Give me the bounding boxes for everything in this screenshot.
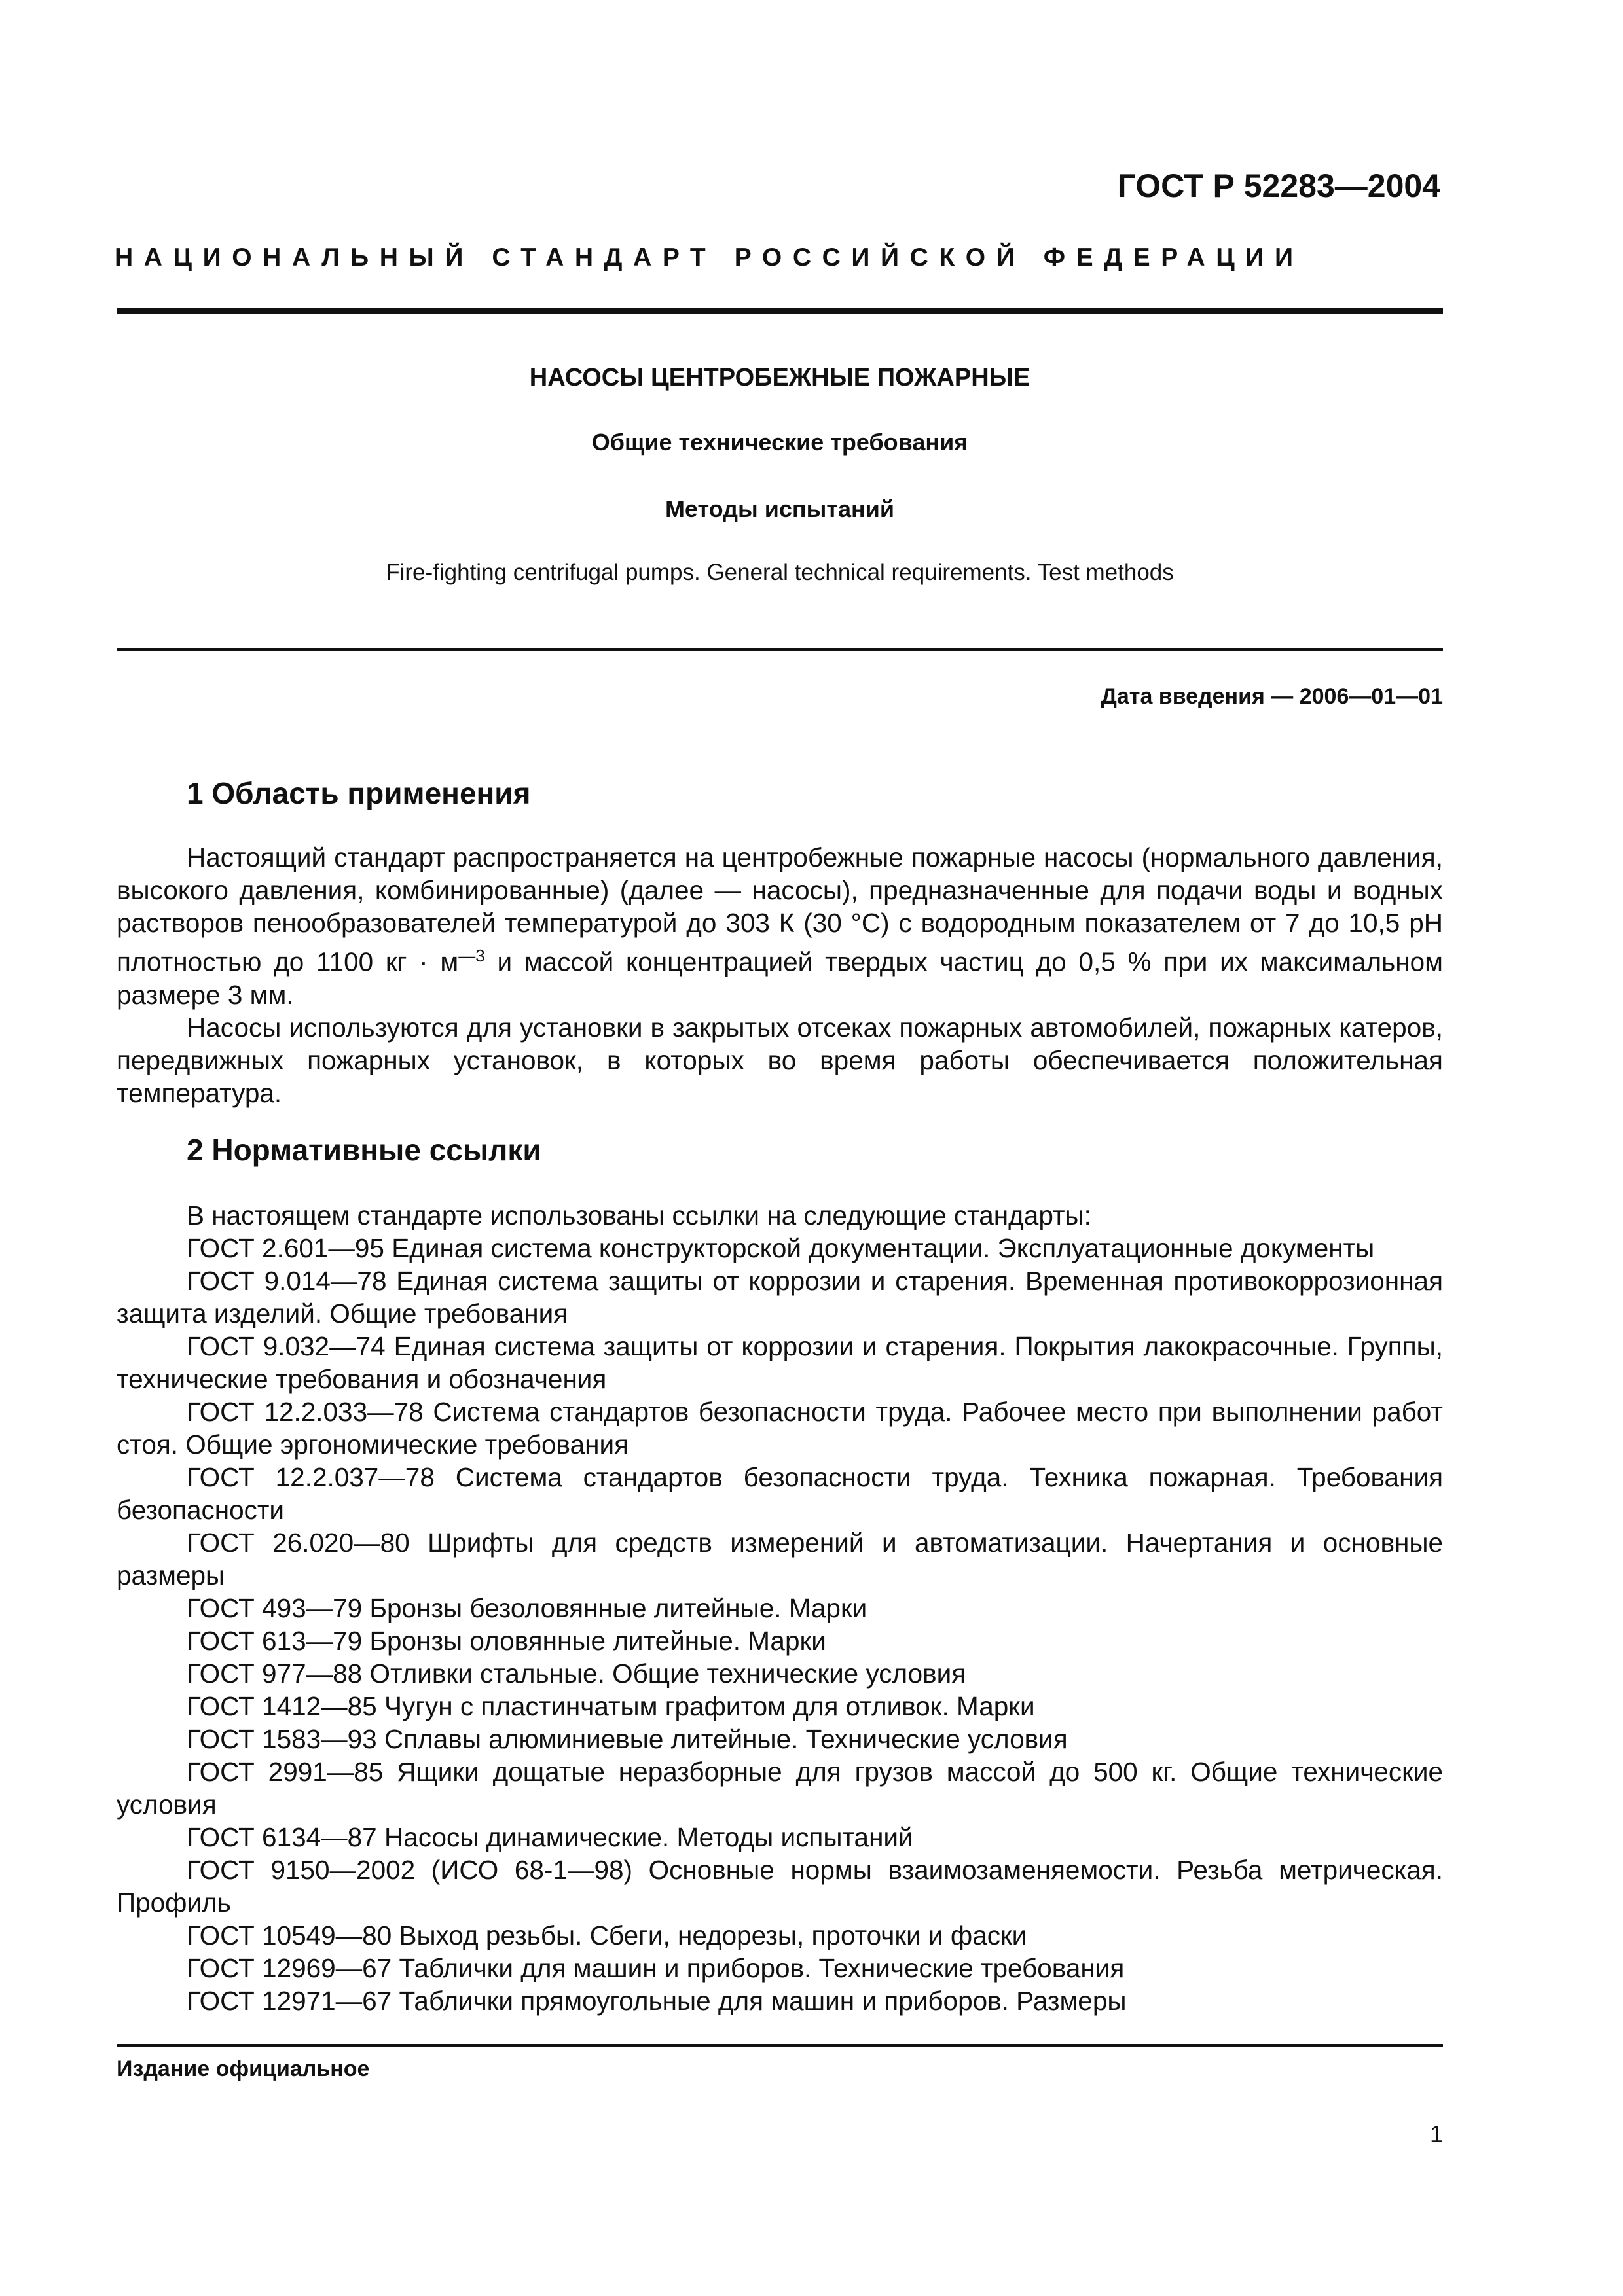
normative-references-list — [117, 1232, 1443, 2017]
reference-item — [117, 1657, 1443, 1690]
section-1-heading: 1 Область применения — [187, 776, 531, 810]
reference-code: ГОСТ 12969—67 — [187, 1953, 392, 1983]
reference-item — [117, 1232, 1443, 1265]
section-2-heading: 2 Нормативные ссылки — [187, 1133, 541, 1167]
reference-code: ГОСТ 12.2.033—78 — [187, 1397, 424, 1427]
reference-item — [117, 1854, 1443, 1919]
reference-item — [117, 1592, 1443, 1624]
reference-item — [117, 1952, 1443, 1984]
reference-item — [117, 1624, 1443, 1657]
reference-title: Насосы динамические. Методы испытаний — [384, 1822, 913, 1852]
reference-title: Чугун с пластинчатым графитом для отливок. Марки — [384, 1691, 1035, 1721]
reference-code: ГОСТ 12971—67 — [187, 1986, 392, 2016]
reference-code: ГОСТ 9.032—74 — [187, 1331, 386, 1361]
document-subtitle-requirements: Общие технические требования — [591, 429, 968, 456]
reference-title: Таблички прямоугольные для машин и приборов. Размеры — [399, 1986, 1127, 2016]
reference-code: ГОСТ 1583—93 — [187, 1724, 377, 1754]
document-subtitle-methods: Методы испытаний — [665, 495, 895, 522]
reference-title: Бронзы безоловянные литейные. Марки — [369, 1593, 867, 1623]
national-standard-banner: НАЦИОНАЛЬНЫЙ СТАНДАРТ РОССИЙСКОЙ ФЕДЕРАЦИИ — [115, 243, 1304, 272]
footer-divider — [117, 2044, 1443, 2047]
reference-code: ГОСТ 10549—80 — [187, 1920, 392, 1950]
reference-code: ГОСТ 9.014—78 — [187, 1266, 387, 1296]
section-1-body — [117, 841, 1443, 1109]
reference-title: Система стандартов безопасности труда. Рабочее место при выполнении работ стоя. Общие эргономические требования — [117, 1397, 1443, 1460]
reference-code: ГОСТ 9150—2002 (ИСО 68-1—98) — [187, 1855, 632, 1885]
reference-item — [117, 1690, 1443, 1723]
reference-title: Шрифты для средств измерений и автоматизации. Начертания и основные размеры — [117, 1528, 1443, 1590]
reference-item — [117, 1461, 1443, 1526]
reference-code: ГОСТ 2.601—95 — [187, 1233, 384, 1263]
reference-title: Выход резьбы. Сбеги, недорезы, проточки и фаски — [399, 1920, 1027, 1950]
reference-title: Бронзы оловянные литейные. Марки — [369, 1626, 826, 1656]
reference-title: Ящики дощатые неразборные для грузов массой до 500 кг. Общие технические условия — [117, 1757, 1443, 1820]
reference-item — [117, 1755, 1443, 1821]
reference-title: Единая система защиты от коррозии и старения. Временная противокоррозионная защита изделий. Общие требования — [117, 1266, 1443, 1329]
reference-title: Отливки стальные. Общие технические условия — [369, 1659, 966, 1689]
reference-title: Таблички для машин и приборов. Технические требования — [399, 1953, 1125, 1983]
header-divider — [117, 308, 1443, 314]
reference-item — [117, 1265, 1443, 1330]
reference-item — [117, 1821, 1443, 1854]
reference-code: ГОСТ 493—79 — [187, 1593, 363, 1623]
reference-code: ГОСТ 6134—87 — [187, 1822, 377, 1852]
reference-code: ГОСТ 1412—85 — [187, 1691, 377, 1721]
section-1-paragraph-1: Настоящий стандарт распространяется на центробежные пожарные насосы (нормального давления, высокого давления, комбинированные) (далее — насосы), предназначенные для подачи воды и водных растворов пенообразователей температурой до 303 К (30 °С) с водородным показателем от 7 до 10,5 рН плотностью до 1100 кг · $м^{—3}$ и массой концентрацией твердых частиц до 0,5 % при их максимальном размере 3 мм. — [117, 842, 1443, 1010]
title-divider — [117, 648, 1443, 651]
document-title: НАСОСЫ ЦЕНТРОБЕЖНЫЕ ПОЖАРНЫЕ — [529, 364, 1030, 391]
gost-number: ГОСТ Р 52283—2004 — [1117, 168, 1440, 204]
reference-code: ГОСТ 2991—85 — [187, 1757, 384, 1787]
reference-item — [117, 1526, 1443, 1592]
reference-item — [117, 1919, 1443, 1952]
reference-item — [117, 1984, 1443, 2017]
reference-title: Единая система конструкторской документации. Эксплуатационные документы — [392, 1233, 1375, 1263]
reference-code: ГОСТ 12.2.037—78 — [187, 1462, 435, 1492]
reference-item — [117, 1723, 1443, 1755]
page-number: 1 — [1429, 2121, 1443, 2147]
reference-item — [117, 1395, 1443, 1461]
reference-code: ГОСТ 977—88 — [187, 1659, 363, 1689]
reference-title: Основные нормы взаимозаменяемости. Резьба метрическая. Профиль — [117, 1855, 1443, 1918]
official-edition-label: Издание официальное — [117, 2056, 370, 2081]
document-title-english: Fire-fighting centrifugal pumps. General technical requirements. Test methods — [386, 560, 1174, 585]
reference-item — [117, 1330, 1443, 1395]
section-1-paragraph-2: Насосы используются для установки в закрытых отсеках пожарных автомобилей, пожарных катеров, передвижных пожарных установок, в которых во время работы обеспечивается положительная температура. — [117, 1012, 1443, 1108]
reference-title: Единая система защиты от коррозии и старения. Покрытия лакокрасочные. Группы, технические требования и обозначения — [117, 1331, 1443, 1394]
introduction-date: Дата введения — 2006—01—01 — [1101, 684, 1443, 709]
section-2-intro: В настоящем стандарте использованы ссылки на следующие стандарты: — [187, 1200, 1091, 1230]
reference-code: ГОСТ 613—79 — [187, 1626, 363, 1656]
reference-code: ГОСТ 26.020—80 — [187, 1528, 410, 1558]
reference-title: Система стандартов безопасности труда. Техника пожарная. Требования безопасности — [117, 1462, 1443, 1525]
reference-title: Сплавы алюминиевые литейные. Технические условия — [384, 1724, 1068, 1754]
